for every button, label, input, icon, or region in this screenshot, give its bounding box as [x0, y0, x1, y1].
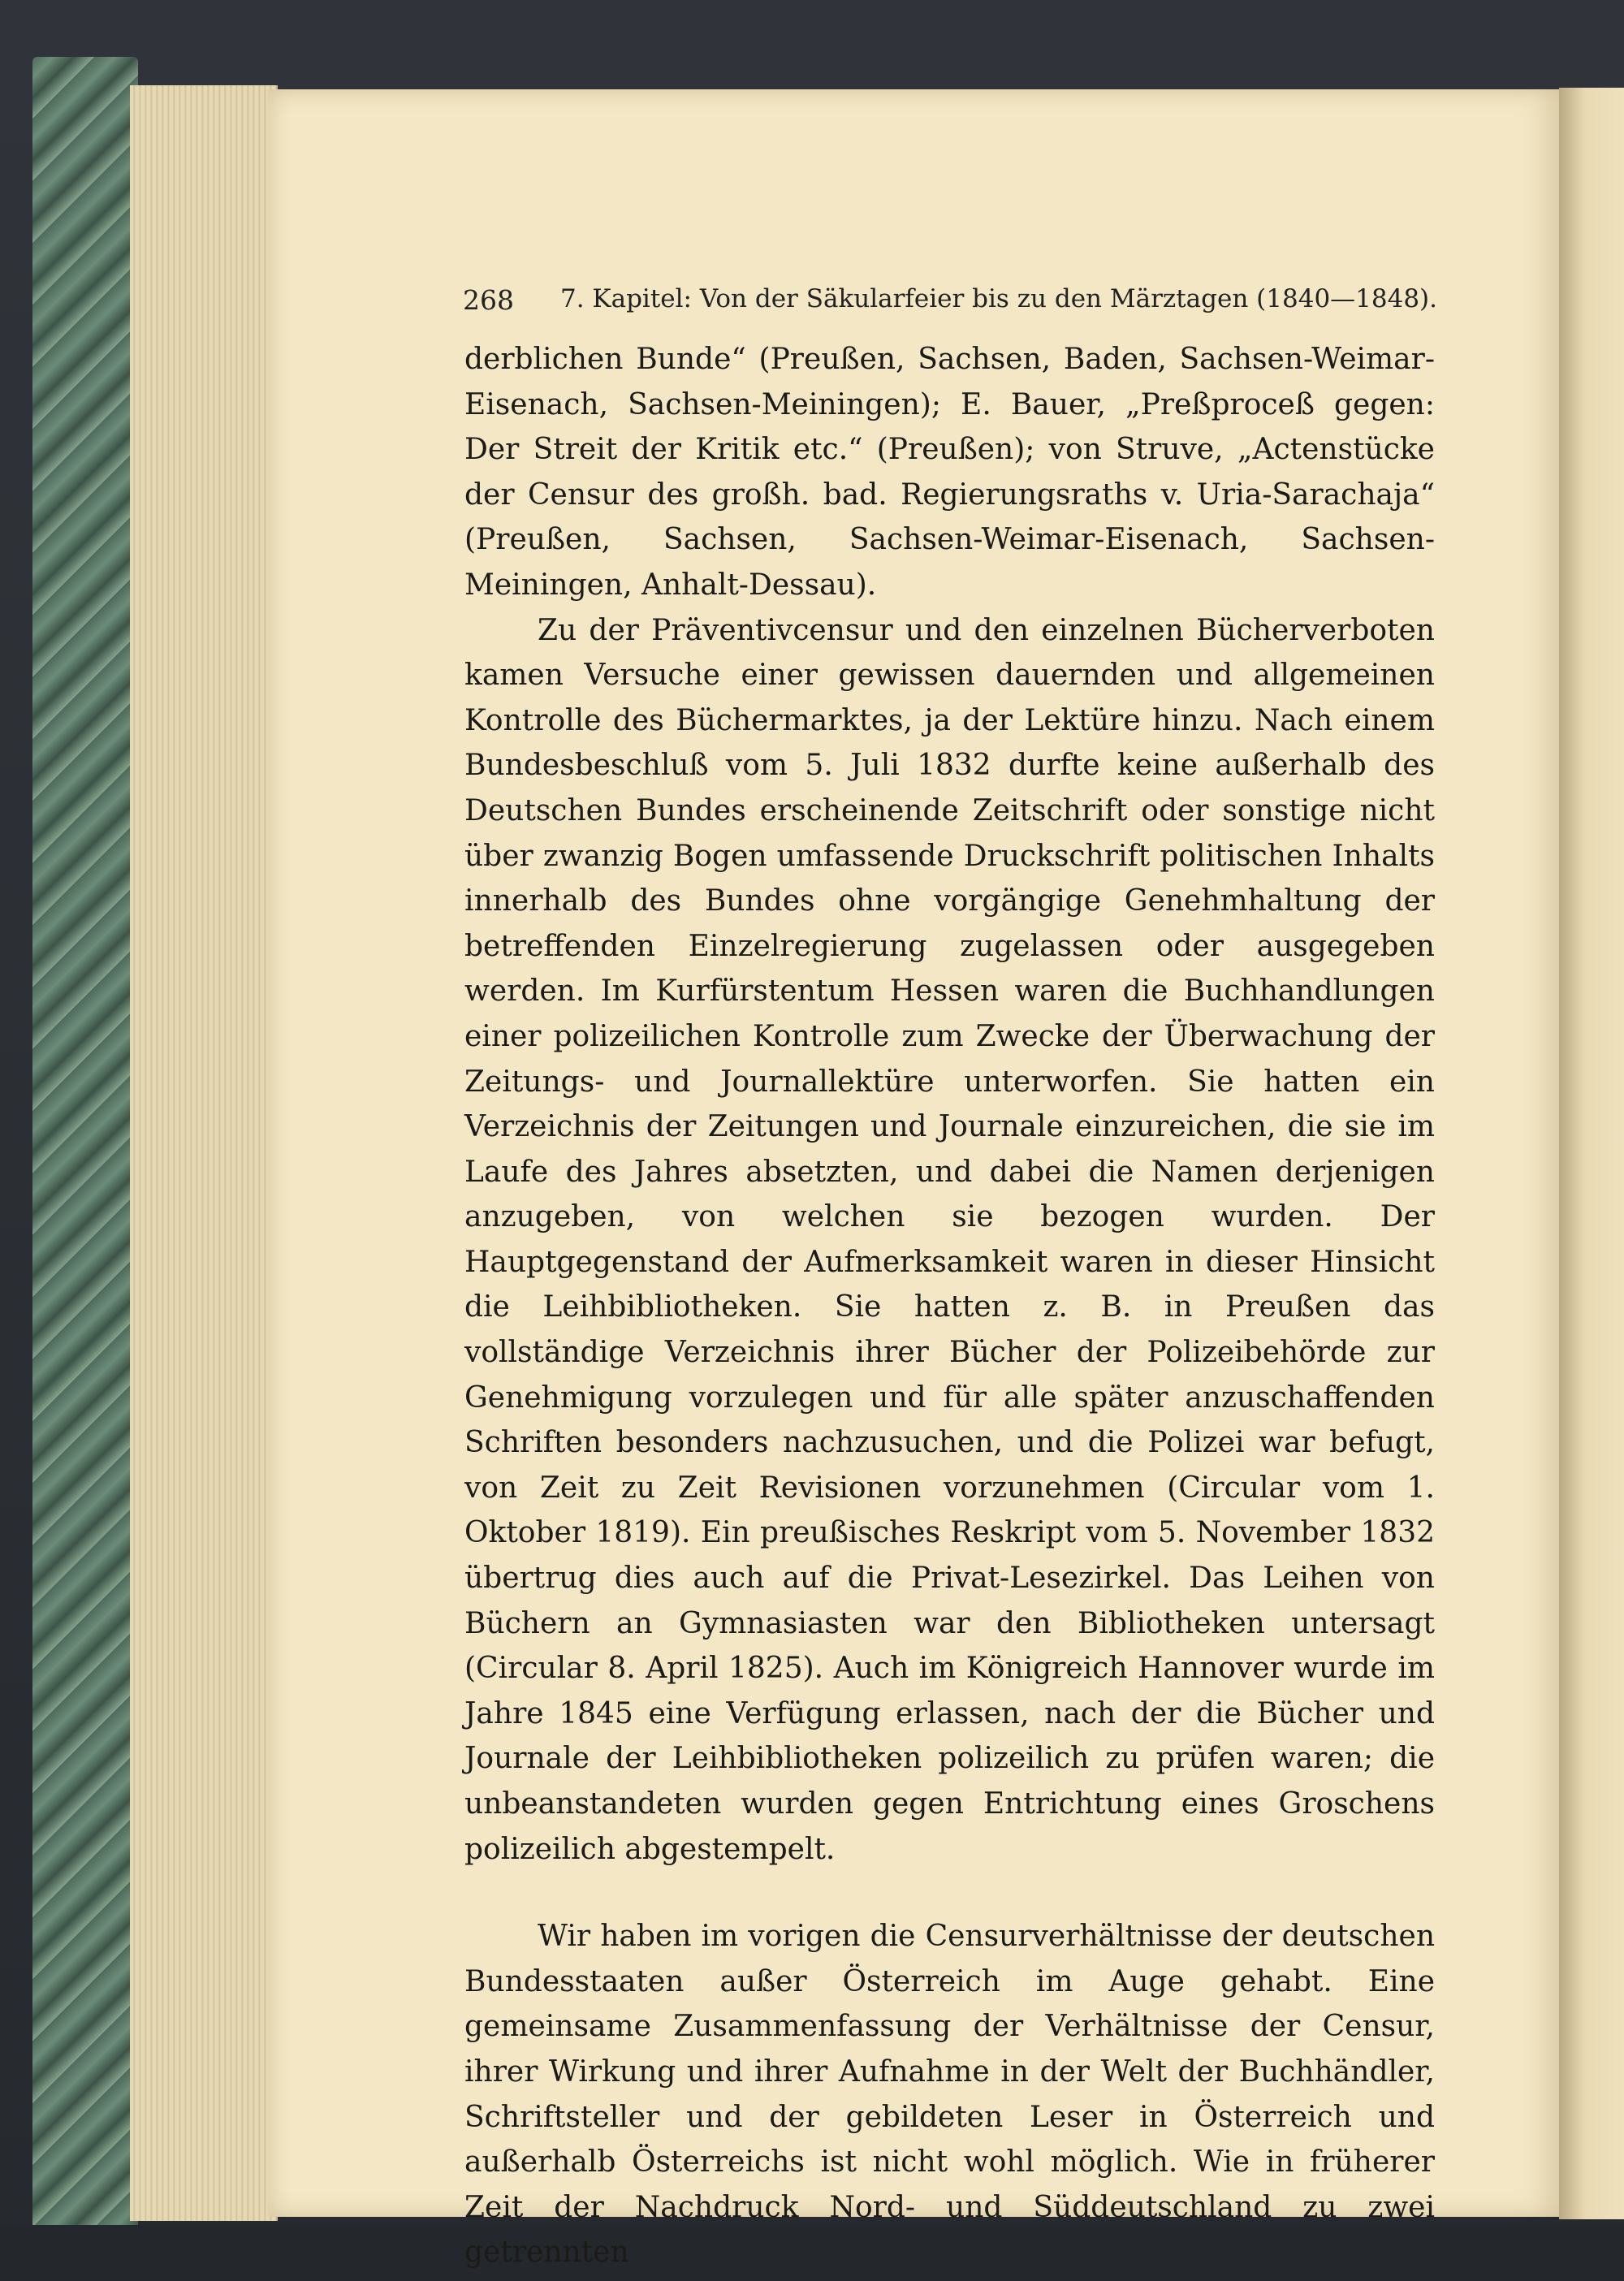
paragraph-praeventivcensur: Zu der Präventivcensur und den einzelnen Bücherverboten kamen Versuche einer gewissen dauernden und allgemeinen Kontrolle des Büchermarktes, ja der Lektüre hinzu. Nach einem Bundesbeschluß vom 5. Juli 1832 durfte keine außerhalb des Deutschen Bundes erscheinende Zeitschrift oder sonstige nicht über zwanzig Bogen umfassende Druckschrift politischen Inhalts innerhalb des Bundes ohne vorgängige Genehmhaltung der betreffenden Einzelregierung zugelassen oder ausgegeben werden. Im Kurfürstentum Hessen waren die Buchhandlungen einer polizeilichen Kontrolle zum Zwecke der Überwachung der Zeitungs- und Journallektüre unterworfen. Sie hatten ein Verzeichnis der Zeitungen und Journale einzureichen, die sie im Laufe des Jahres absetzten, und dabei die Namen derjenigen anzugeben, von welchen sie bezogen wurden. Der Hauptgegenstand der Aufmerksamkeit waren in dieser Hinsicht die Leihbibliotheken. Sie hatten z. B. in Preußen das vollständige Verzeichnis ihrer Bücher der Polizeibehörde zur Genehmigung vorzulegen und für alle später anzuschaffenden Schriften besonders nachzusuchen, und die Polizei war befugt, von Zeit zu Zeit Revisionen vorzunehmen (Circular vom 1. Oktober 1819). Ein preußisches Reskript vom 5. November 1832 übertrug dies auch auf die Privat-Lesezirkel. Das Leihen von Büchern an Gymnasiasten war den Bibliotheken untersagt (Circular 8. April 1825). Auch im Königreich Hannover wurde im Jahre 1845 eine Verfügung erlassen, nach der die Bücher und Journale der Leihbibliotheken polizeilich zu prüfen waren; die unbeanstandeten wurden gegen Entrichtung eines Groschens polizeilich abgestempelt. — [464, 613, 1435, 1866]
book-binding — [32, 57, 138, 2233]
paragraph-oesterreich: Wir haben im vorigen die Censurverhältnisse der deutschen Bundesstaaten außer Österreich im Auge gehabt. Eine gemeinsame Zusammenfassung der Verhältnisse der Censur, ihrer Wirkung und ihrer Aufnahme in der Welt der Buchhändler, Schriftsteller und der gebildeten Leser in Österreich und außerhalb Österreichs ist nicht wohl möglich. Wie in früherer Zeit der Nachdruck Nord- und Süddeutschland zu zwei getrennten — [464, 1920, 1435, 2270]
page-edges — [130, 85, 278, 2221]
body-text — [464, 337, 1435, 2275]
running-head — [463, 284, 1437, 325]
facing-page-edge — [1559, 88, 1624, 2219]
page-number: 268 — [463, 284, 514, 316]
paragraph-continuation: derblichen Bunde“ (Preußen, Sachsen, Baden, Sachsen-Weimar-Eisenach, Sachsen-Meiningen); E. Bauer, „Preßproceß gegen: Der Streit der Kritik etc.“ (Preußen); von Struve, „Actenstücke der Censur des großh. bad. Regierungsraths v. Uria-Sarachaja“ (Preußen, Sachsen, Sachsen-Weimar-Eisenach, Sachsen-Meiningen, Anhalt-Dessau). — [464, 343, 1435, 602]
running-title: 7. Kapitel: Von der Säkularfeier bis zu den Märztagen (1840—1848). — [560, 284, 1438, 313]
